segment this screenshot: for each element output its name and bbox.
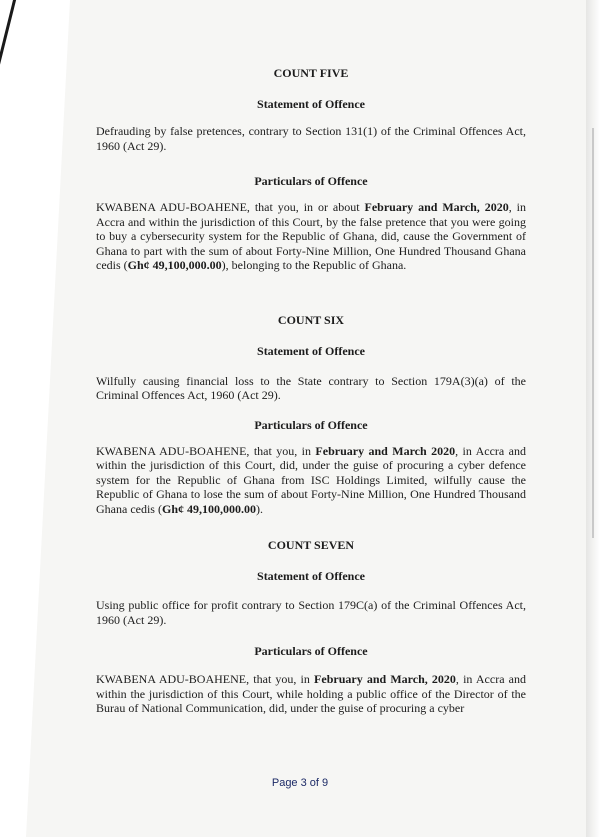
count-seven-title: COUNT SEVEN — [267, 538, 355, 552]
scrollbar-mark — [592, 128, 594, 538]
count-five-title: COUNT FIVE — [273, 66, 349, 80]
count-five-statement-heading: Statement of Offence — [257, 97, 365, 111]
count-six-amount: Gh¢ 49,100,000.00 — [161, 501, 256, 516]
right-page-edge — [586, 0, 600, 837]
count-seven-particulars-heading: Particulars of Offence — [254, 644, 368, 658]
count-six-particulars-heading: Particulars of Offence — [254, 417, 368, 432]
count-five-date: February and March, 2020 — [364, 200, 509, 214]
count-five-particulars — [96, 200, 526, 273]
document-body — [96, 66, 526, 716]
count-six-particulars — [96, 444, 526, 517]
count-seven-particulars-text-2: , in Accra and within the jurisdiction of this Court, while holding a public office of the Director of the Burau of National Communication, did, under the guise of procuring a cyber — [96, 672, 526, 715]
count-six-statement-heading: Statement of Offence — [257, 343, 365, 358]
page-edge-shadow — [0, 0, 70, 837]
count-seven-statement-heading: Statement of Offence — [257, 569, 365, 583]
count-seven-date: February and March, 2020 — [314, 672, 456, 686]
count-five-particulars-text-3: ), belonging to the Republic of Ghana. — [221, 258, 407, 272]
count-five-amount: Gh¢ 49,100,000.00 — [127, 258, 222, 272]
count-six-particulars-text-1: KWABENA ADU-BOAHENE, that you, in — [96, 443, 316, 458]
count-five-particulars-text-2: , in Accra and within the jurisdiction of this Court, by the false pretence that you were going to buy a cybersecurity system for the Republic of Ghana, did, cause the Government of Ghana to part with the sum of about Forty-Nine Million, One Hundred Thousand Ghana cedis ( — [96, 200, 526, 272]
count-seven-statement: Using public office for profit contrary to Section 179C(a) of the Criminal Offences Act, 1960 (Act 29). — [96, 598, 526, 627]
count-five-particulars-heading: Particulars of Offence — [254, 174, 368, 188]
count-six-statement: Wilfully causing financial loss to the State contrary to Section 179A(3)(a) of the Criminal Offences Act, 1960 (Act 29). — [96, 373, 526, 402]
count-six-particulars-text-3: ). — [256, 501, 263, 516]
count-seven-particulars — [96, 672, 526, 716]
count-five-statement: Defrauding by false pretences, contrary to Section 131(1) of the Criminal Offences Act, 1960 (Act 29). — [96, 124, 526, 153]
page-number: Page 3 of 9 — [271, 777, 329, 789]
count-six-date: February and March 2020 — [315, 443, 456, 458]
count-five-particulars-text-1: KWABENA ADU-BOAHENE, that you, in or about — [96, 200, 365, 214]
count-six-particulars-text-2: , in Accra and within the jurisdiction of this Court, did, under the guise of procuring a cyber defence system for the Republic of Ghana from ISC Holdings Limited, wilfully cause the Republic of Ghana to lose the sum of about Forty-Nine Million, One Hundred Thousand Ghana cedis ( — [96, 443, 526, 516]
count-six-title: COUNT SIX — [277, 312, 345, 327]
count-seven-particulars-text-1: KWABENA ADU-BOAHENE, that you, in — [96, 672, 315, 686]
